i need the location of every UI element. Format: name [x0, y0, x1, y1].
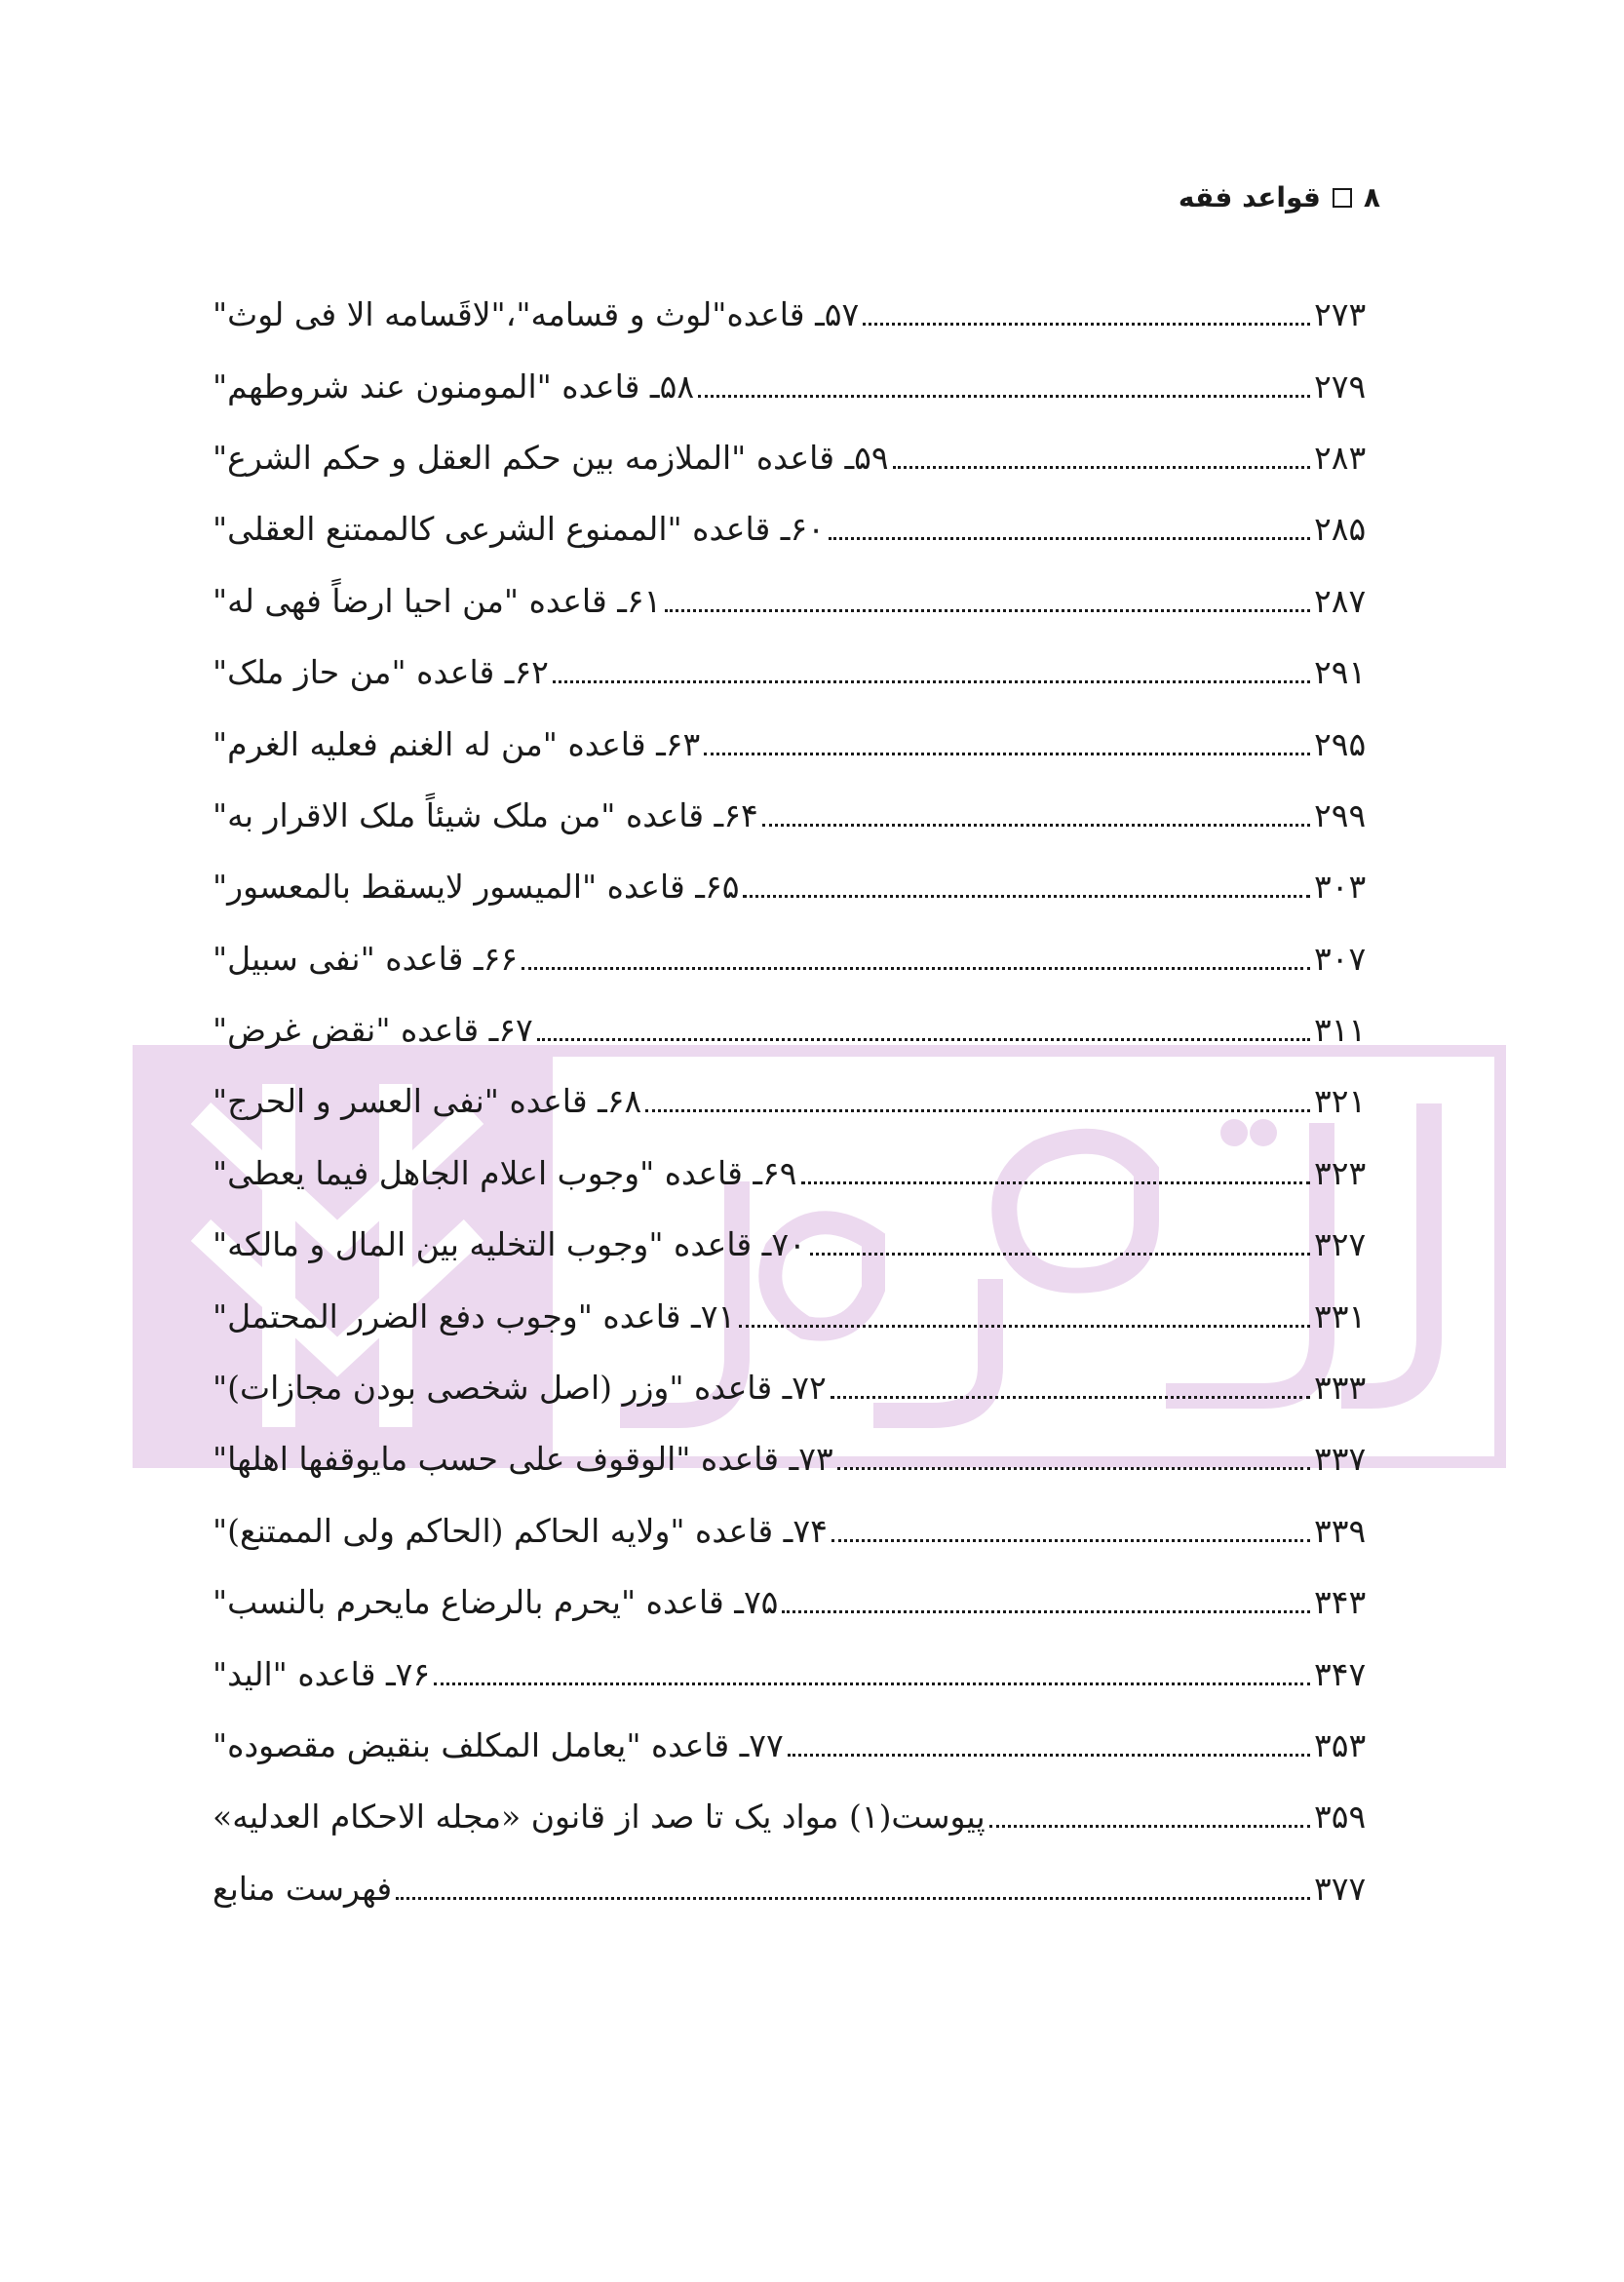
toc-entry-title: ۶۸ـ قاعده "نفی العسر و الحرج"	[213, 1082, 642, 1121]
toc-entry-title: ۶۵ـ قاعده "المیسور لایسقط بالمعسور"	[213, 868, 740, 907]
toc-entry-title: ۶۲ـ قاعده "من حاز ملک"	[213, 653, 549, 692]
toc-entry-page-number: ۲۹۱	[1314, 653, 1367, 692]
toc-row	[213, 1710, 1382, 1781]
toc-entry-page-number: ۳۵۹	[1314, 1798, 1367, 1837]
toc-entry-title: ۶۷ـ قاعده "نقض غرض"	[213, 1011, 533, 1050]
toc-entry-title: ۷۷ـ قاعده "یعامل المکلف بنقیض مقصوده"	[213, 1726, 784, 1764]
toc-dot-leader	[739, 1325, 1310, 1328]
toc-row	[213, 637, 1382, 708]
square-bullet-icon	[1333, 188, 1352, 208]
toc-entry-title: ۶۴ـ قاعده "من ملک شیئاً ملک الاقرار به"	[213, 795, 758, 834]
toc-row	[213, 1138, 1382, 1209]
toc-entry-title: ۷۲ـ قاعده "وزر (اصل شخصی بودن مجازات)"	[213, 1369, 827, 1408]
running-header	[1179, 181, 1380, 213]
toc-entry-title: ۵۷ـ قاعده"لوث و قسامه"،"لاقَسامه الا فی لوث"	[213, 295, 860, 334]
toc-row	[213, 923, 1382, 994]
toc-entry-page-number: ۳۲۳	[1314, 1153, 1367, 1192]
toc-entry-page-number: ۲۸۳	[1314, 438, 1367, 477]
toc-row	[213, 851, 1382, 922]
toc-dot-leader	[788, 1754, 1310, 1757]
toc-row	[213, 994, 1382, 1065]
toc-dot-leader	[782, 1610, 1310, 1613]
toc-entry-page-number: ۳۲۱	[1314, 1082, 1367, 1121]
toc-row	[213, 493, 1382, 564]
toc-row	[213, 279, 1382, 350]
toc-entry-title: ۷۴ـ قاعده "ولایه الحاکم (الحاکم ولی الممتنع)"	[213, 1511, 828, 1550]
toc-dot-leader	[837, 1467, 1310, 1470]
toc-dot-leader	[829, 537, 1310, 540]
toc-row	[213, 780, 1382, 851]
toc-entry-title: ۷۶ـ قاعده "الید"	[213, 1654, 431, 1693]
toc-entry-page-number: ۳۰۷	[1314, 939, 1367, 978]
toc-row	[213, 1566, 1382, 1638]
toc-entry-title: ۵۸ـ قاعده "المومنون عند شروطهم"	[213, 367, 695, 406]
toc-dot-leader	[645, 1109, 1310, 1112]
toc-dot-leader	[810, 1253, 1310, 1256]
toc-entry-page-number: ۳۵۳	[1314, 1726, 1367, 1764]
toc-entry-page-number: ۳۳۹	[1314, 1511, 1367, 1550]
toc-entry-page-number: ۲۸۵	[1314, 510, 1367, 549]
table-of-contents	[213, 279, 1382, 1924]
toc-row	[213, 422, 1382, 493]
toc-dot-leader	[743, 895, 1310, 898]
toc-entry-title: ۶۱ـ قاعده "من احیا ارضاً فهی له"	[213, 581, 662, 620]
toc-entry-title: ۶۹ـ قاعده "وجوب اعلام الجاهل فیما یعطی"	[213, 1153, 797, 1192]
toc-row	[213, 1423, 1382, 1494]
toc-dot-leader	[863, 323, 1310, 326]
toc-dot-leader	[396, 1897, 1310, 1900]
toc-entry-title: ۶۰ـ قاعده "الممنوع الشرعی کالممتنع العقلی"	[213, 510, 825, 549]
toc-entry-page-number: ۲۷۹	[1314, 367, 1367, 406]
toc-entry-page-number: ۲۹۹	[1314, 795, 1367, 834]
toc-entry-page-number: ۳۲۷	[1314, 1225, 1367, 1264]
toc-dot-leader	[553, 680, 1310, 683]
toc-entry-title: ۷۵ـ قاعده "یحرم بالرضاع مایحرم بالنسب"	[213, 1583, 779, 1622]
toc-entry-page-number: ۳۷۷	[1314, 1869, 1367, 1908]
toc-entry-title: پیوست(۱) مواد یک تا صد از قانون «مجله الاحکام العدلیه»	[213, 1798, 986, 1837]
toc-row	[213, 350, 1382, 421]
toc-dot-leader	[893, 466, 1310, 469]
toc-dot-leader	[831, 1396, 1310, 1399]
toc-dot-leader	[989, 1825, 1310, 1828]
toc-entry-page-number: ۲۷۳	[1314, 295, 1367, 334]
toc-dot-leader	[698, 395, 1310, 398]
toc-entry-page-number: ۲۸۷	[1314, 581, 1367, 620]
toc-dot-leader	[665, 609, 1310, 612]
toc-entry-title: ۶۶ـ قاعده "نفی سبیل"	[213, 939, 519, 978]
toc-row	[213, 1495, 1382, 1566]
toc-dot-leader	[831, 1539, 1310, 1542]
toc-dot-leader	[522, 967, 1310, 970]
toc-row	[213, 1781, 1382, 1852]
toc-entry-title: ۵۹ـ قاعده "الملازمه بین حکم العقل و حکم الشرع"	[213, 438, 889, 477]
header-book-title: قواعد فقه	[1178, 181, 1321, 213]
toc-dot-leader	[704, 753, 1310, 755]
toc-entry-page-number: ۳۳۷	[1314, 1440, 1367, 1479]
toc-dot-leader	[434, 1682, 1310, 1685]
toc-row	[213, 1209, 1382, 1280]
toc-entry-page-number: ۳۴۷	[1314, 1654, 1367, 1693]
toc-entry-page-number: ۳۳۱	[1314, 1296, 1367, 1335]
toc-row	[213, 708, 1382, 779]
toc-row	[213, 1853, 1382, 1924]
toc-row	[213, 1352, 1382, 1423]
toc-entry-title: ۷۳ـ قاعده "الوقوف علی حسب مایوقفها اهلها"	[213, 1440, 833, 1479]
toc-entry-page-number: ۳۳۳	[1314, 1369, 1367, 1408]
toc-entry-page-number: ۳۴۳	[1314, 1583, 1367, 1622]
toc-entry-page-number: ۳۰۳	[1314, 868, 1367, 907]
toc-entry-title: ۶۳ـ قاعده "من له الغنم فعلیه الغرم"	[213, 724, 701, 763]
toc-dot-leader	[801, 1181, 1311, 1184]
toc-entry-page-number: ۳۱۱	[1314, 1011, 1367, 1050]
toc-dot-leader	[762, 824, 1310, 827]
toc-entry-page-number: ۲۹۵	[1314, 724, 1367, 763]
toc-entry-title: ۷۱ـ قاعده "وجوب دفع الضرر المحتمل"	[213, 1296, 736, 1335]
toc-row	[213, 565, 1382, 637]
toc-entry-title: فهرست منابع	[213, 1869, 393, 1908]
toc-dot-leader	[537, 1038, 1310, 1041]
header-page-number: ۸	[1363, 181, 1380, 213]
toc-row	[213, 1638, 1382, 1709]
toc-row	[213, 1065, 1382, 1137]
toc-entry-title: ۷۰ـ قاعده "وجوب التخلیه بین المال و مالکه"	[213, 1225, 806, 1264]
toc-row	[213, 1280, 1382, 1351]
